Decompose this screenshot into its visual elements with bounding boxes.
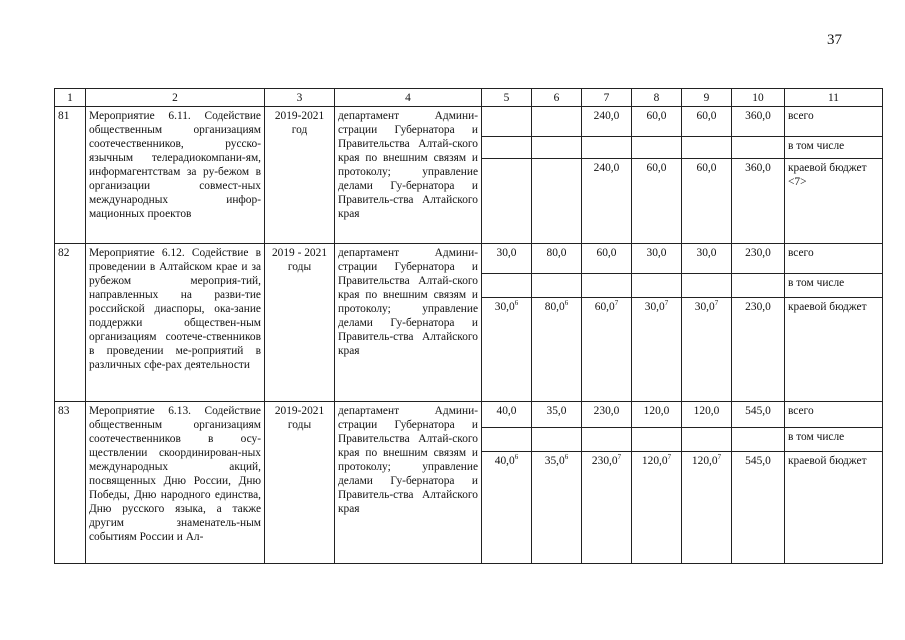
value-cell: 35,0 — [532, 402, 582, 428]
activity-name: Мероприятие 6.12. Содействие в проведении в Алтайском крае и за рубежом мероприя-тий, направленных на разви-тие российской диаспоры, ока-зание поддержки обществен-ным организациям соотече-ственников в проведении ме-роприятий в различных сфе-рах деятельности — [86, 244, 265, 402]
value-cell: 30,0$^6$ — [482, 298, 532, 402]
table-row — [55, 402, 883, 428]
table-row — [55, 244, 883, 274]
value-cell — [582, 274, 632, 298]
value-cell — [532, 159, 582, 244]
value-cell — [682, 137, 732, 159]
activity-executor: департамент Админи-страции Губернатора и Правительства Алтай-ского края по внешним связям и протоколу; управление делами Гу-бернатора и Правитель-ства Алтайского края — [335, 244, 482, 402]
funding-label: всего — [785, 402, 883, 428]
value-cell: 60,0 — [632, 107, 682, 137]
header-cell: 10 — [732, 89, 785, 107]
value-cell — [482, 107, 532, 137]
value-cell: 360,0 — [732, 107, 785, 137]
activity-executor: департамент Админи-страции Губернатора и Правительства Алтай-ского края по внешним связям и протоколу; управление делами Гу-бернатора и Правитель-ства Алтайского края — [335, 402, 482, 564]
value-cell: 360,0 — [732, 159, 785, 244]
value-cell: 30,0 — [632, 244, 682, 274]
value-cell — [732, 428, 785, 452]
funding-label: краевой бюджет — [785, 452, 883, 564]
header-cell: 8 — [632, 89, 682, 107]
funding-label: всего — [785, 107, 883, 137]
value-cell: 60,0 — [632, 159, 682, 244]
value-cell: 35,0$^6$ — [532, 452, 582, 564]
value-cell: 60,0$^7$ — [582, 298, 632, 402]
funding-label: в том числе — [785, 137, 883, 159]
row-number: 81 — [55, 107, 86, 244]
value-cell: 120,0 — [632, 402, 682, 428]
activity-name: Мероприятие 6.13. Содействие общественным организациям соотечественников в осу-ществлении скоординирован-ных международных акций, посвященных Дню России, Дню Победы, Дню народного единства, Дню русского языка, а также другим знаменатель-ным событиям России и Ал- — [86, 402, 265, 564]
value-cell — [632, 137, 682, 159]
value-cell: 230,0 — [732, 298, 785, 402]
header-cell: 5 — [482, 89, 532, 107]
activity-period: 2019-2021 год — [265, 107, 335, 244]
row-number: 83 — [55, 402, 86, 564]
value-cell — [532, 274, 582, 298]
activity-period: 2019 - 2021 годы — [265, 244, 335, 402]
value-cell — [682, 428, 732, 452]
header-cell: 1 — [55, 89, 86, 107]
header-cell: 9 — [682, 89, 732, 107]
value-cell: 120,0$^7$ — [632, 452, 682, 564]
value-cell: 30,0$^7$ — [632, 298, 682, 402]
value-cell — [532, 428, 582, 452]
value-cell — [582, 137, 632, 159]
value-cell — [732, 274, 785, 298]
value-cell: 230,0$^7$ — [582, 452, 632, 564]
value-cell — [532, 137, 582, 159]
header-cell: 3 — [265, 89, 335, 107]
value-cell: 60,0 — [682, 107, 732, 137]
value-cell: 30,0$^7$ — [682, 298, 732, 402]
value-cell — [632, 274, 682, 298]
value-cell: 240,0 — [582, 107, 632, 137]
activity-name: Мероприятие 6.11. Содействие общественным организациям соотечественников, русско-язычным телерадиокомпани-ям, информагентствам за ру-бежом в организации совмест-ных международных инфор-мационных проектов — [86, 107, 265, 244]
funding-label: в том числе — [785, 274, 883, 298]
value-cell: 30,0 — [682, 244, 732, 274]
table-row — [55, 107, 883, 137]
funding-label: всего — [785, 244, 883, 274]
value-cell — [732, 137, 785, 159]
activity-executor: департамент Админи-страции Губернатора и Правительства Алтай-ского края по внешним связям и протоколу; управление делами Гу-бернатора и Правитель-ства Алтайского края — [335, 107, 482, 244]
row-number: 82 — [55, 244, 86, 402]
activities-table — [54, 88, 883, 564]
value-cell — [482, 428, 532, 452]
value-cell — [682, 274, 732, 298]
value-cell: 60,0 — [582, 244, 632, 274]
funding-label: в том числе — [785, 428, 883, 452]
header-cell: 2 — [86, 89, 265, 107]
value-cell: 545,0 — [732, 452, 785, 564]
value-cell — [532, 107, 582, 137]
value-cell: 30,0 — [482, 244, 532, 274]
value-cell — [582, 428, 632, 452]
funding-label: краевой бюджет <7> — [785, 159, 883, 244]
value-cell: 80,0$^6$ — [532, 298, 582, 402]
value-cell: 80,0 — [532, 244, 582, 274]
page-number: 37 — [827, 32, 842, 48]
header-cell: 6 — [532, 89, 582, 107]
activity-period: 2019-2021 годы — [265, 402, 335, 564]
value-cell: 120,0 — [682, 402, 732, 428]
value-cell — [482, 274, 532, 298]
value-cell — [482, 137, 532, 159]
value-cell: 40,0 — [482, 402, 532, 428]
header-row — [55, 89, 883, 107]
value-cell — [632, 428, 682, 452]
value-cell: 240,0 — [582, 159, 632, 244]
value-cell: 230,0 — [582, 402, 632, 428]
header-cell: 11 — [785, 89, 883, 107]
funding-label: краевой бюджет — [785, 298, 883, 402]
value-cell: 60,0 — [682, 159, 732, 244]
value-cell: 40,0$^6$ — [482, 452, 532, 564]
value-cell: 120,0$^7$ — [682, 452, 732, 564]
value-cell: 545,0 — [732, 402, 785, 428]
value-cell: 230,0 — [732, 244, 785, 274]
header-cell: 7 — [582, 89, 632, 107]
header-cell: 4 — [335, 89, 482, 107]
value-cell — [482, 159, 532, 244]
